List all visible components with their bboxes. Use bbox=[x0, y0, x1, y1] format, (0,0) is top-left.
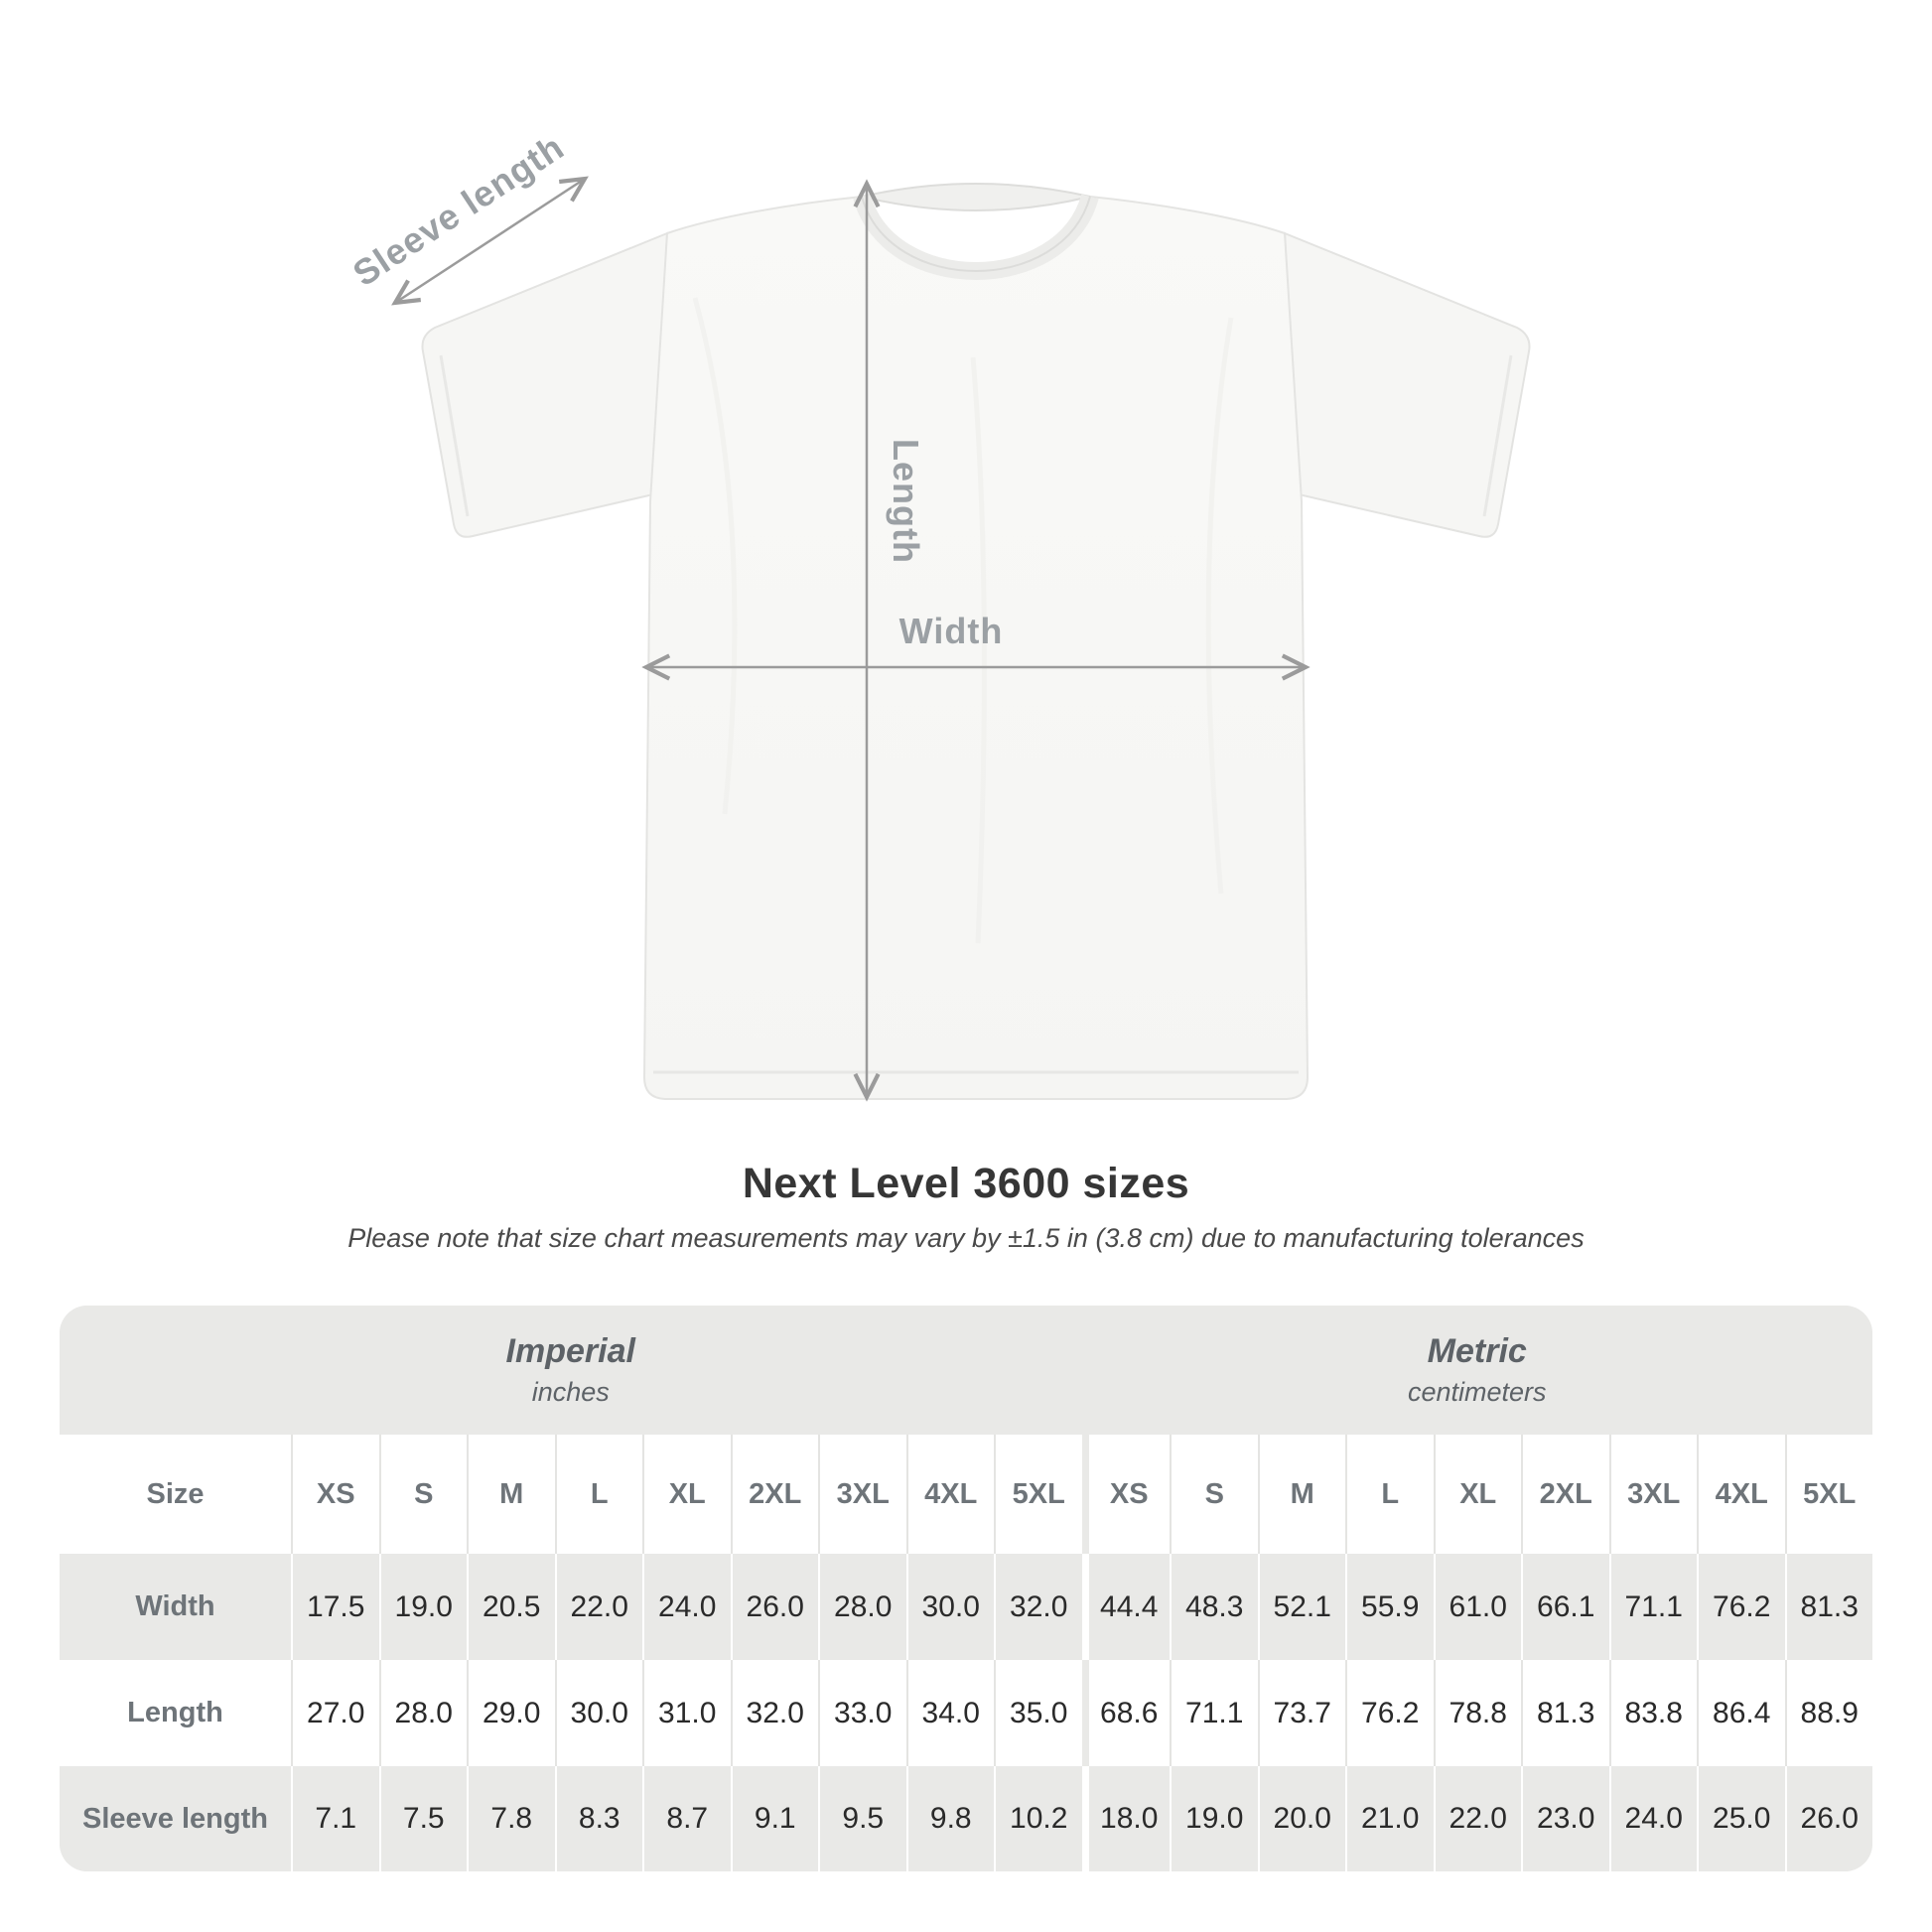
row-label: Sleeve length bbox=[82, 1802, 268, 1835]
size-header-imperial-l: L bbox=[555, 1435, 643, 1554]
size-header-imperial-xs: XS bbox=[291, 1435, 379, 1554]
value-cell: 8.3 bbox=[555, 1766, 643, 1871]
value-cell: 7.1 bbox=[291, 1766, 379, 1871]
length-label: Length bbox=[886, 439, 926, 564]
size-header-metric-m: M bbox=[1258, 1435, 1346, 1554]
value-cell: 30.0 bbox=[906, 1554, 995, 1660]
unit-group-header-row bbox=[60, 1306, 1872, 1435]
value-cell: 19.0 bbox=[379, 1554, 468, 1660]
size-header-metric-l: L bbox=[1345, 1435, 1434, 1554]
tolerance-note: Please note that size chart measurements may vary by ±1.5 in (3.8 cm) due to manufacturing tolerances bbox=[347, 1223, 1585, 1253]
imperial-group-header bbox=[60, 1306, 1082, 1435]
value-cell: 44.4 bbox=[1082, 1554, 1171, 1660]
size-header-imperial-s: S bbox=[379, 1435, 468, 1554]
size-column-header: Size bbox=[146, 1477, 205, 1510]
value-cell: 19.0 bbox=[1170, 1766, 1258, 1871]
size-header-metric-4xl: 4XL bbox=[1697, 1435, 1785, 1554]
value-cell: 22.0 bbox=[555, 1554, 643, 1660]
page-title: Next Level 3600 sizes bbox=[742, 1160, 1190, 1207]
value-cell: 48.3 bbox=[1170, 1554, 1258, 1660]
size-header-imperial-xl: XL bbox=[642, 1435, 731, 1554]
value-cell: 55.9 bbox=[1345, 1554, 1434, 1660]
value-cell: 81.3 bbox=[1785, 1554, 1873, 1660]
size-header-metric-2xl: 2XL bbox=[1521, 1435, 1609, 1554]
width-label: Width bbox=[898, 611, 1004, 651]
size-header-imperial-2xl: 2XL bbox=[731, 1435, 819, 1554]
size-header-imperial-4xl: 4XL bbox=[906, 1435, 995, 1554]
metric-group-header bbox=[1082, 1306, 1873, 1435]
value-cell: 30.0 bbox=[555, 1660, 643, 1766]
value-cell: 68.6 bbox=[1082, 1660, 1171, 1766]
value-cell: 52.1 bbox=[1258, 1554, 1346, 1660]
value-cell: 32.0 bbox=[731, 1660, 819, 1766]
value-cell: 61.0 bbox=[1434, 1554, 1522, 1660]
value-cell: 20.5 bbox=[467, 1554, 555, 1660]
value-cell: 26.0 bbox=[1785, 1766, 1873, 1871]
value-cell: 78.8 bbox=[1434, 1660, 1522, 1766]
length-row bbox=[60, 1660, 1872, 1766]
value-cell: 71.1 bbox=[1609, 1554, 1698, 1660]
size-header-row bbox=[60, 1435, 1872, 1554]
size-table bbox=[60, 1306, 1872, 1871]
left-sleeve bbox=[423, 233, 668, 537]
value-cell: 7.8 bbox=[467, 1766, 555, 1871]
value-cell: 35.0 bbox=[994, 1660, 1082, 1766]
sleeve-length-row bbox=[60, 1766, 1872, 1871]
size-header-metric-3xl: 3XL bbox=[1609, 1435, 1698, 1554]
value-cell: 9.1 bbox=[731, 1766, 819, 1871]
value-cell: 9.8 bbox=[906, 1766, 995, 1871]
width-row bbox=[60, 1554, 1872, 1660]
value-cell: 76.2 bbox=[1697, 1554, 1785, 1660]
value-cell: 20.0 bbox=[1258, 1766, 1346, 1871]
metric-unit: centimeters bbox=[1407, 1377, 1547, 1407]
value-cell: 28.0 bbox=[818, 1554, 906, 1660]
value-cell: 7.5 bbox=[379, 1766, 468, 1871]
value-cell: 34.0 bbox=[906, 1660, 995, 1766]
value-cell: 32.0 bbox=[994, 1554, 1082, 1660]
value-cell: 27.0 bbox=[291, 1660, 379, 1766]
size-header-metric-5xl: 5XL bbox=[1785, 1435, 1873, 1554]
value-cell: 17.5 bbox=[291, 1554, 379, 1660]
value-cell: 22.0 bbox=[1434, 1766, 1522, 1871]
value-cell: 18.0 bbox=[1082, 1766, 1171, 1871]
value-cell: 81.3 bbox=[1521, 1660, 1609, 1766]
value-cell: 10.2 bbox=[994, 1766, 1082, 1871]
value-cell: 24.0 bbox=[642, 1554, 731, 1660]
size-header-metric-xl: XL bbox=[1434, 1435, 1522, 1554]
value-cell: 26.0 bbox=[731, 1554, 819, 1660]
size-header-imperial-m: M bbox=[467, 1435, 555, 1554]
value-cell: 9.5 bbox=[818, 1766, 906, 1871]
value-cell: 31.0 bbox=[642, 1660, 731, 1766]
row-label: Width bbox=[135, 1590, 215, 1622]
size-header-metric-xs: XS bbox=[1082, 1435, 1171, 1554]
value-cell: 33.0 bbox=[818, 1660, 906, 1766]
value-cell: 8.7 bbox=[642, 1766, 731, 1871]
value-cell: 83.8 bbox=[1609, 1660, 1698, 1766]
imperial-label: Imperial bbox=[505, 1332, 635, 1370]
imperial-unit: inches bbox=[531, 1377, 610, 1407]
value-cell: 73.7 bbox=[1258, 1660, 1346, 1766]
value-cell: 86.4 bbox=[1697, 1660, 1785, 1766]
size-header-imperial-5xl: 5XL bbox=[994, 1435, 1082, 1554]
sleeve-length-label: Sleeve length bbox=[345, 126, 572, 295]
value-cell: 88.9 bbox=[1785, 1660, 1873, 1766]
value-cell: 76.2 bbox=[1345, 1660, 1434, 1766]
value-cell: 29.0 bbox=[467, 1660, 555, 1766]
value-cell: 71.1 bbox=[1170, 1660, 1258, 1766]
size-header-imperial-3xl: 3XL bbox=[818, 1435, 906, 1554]
right-sleeve bbox=[1285, 233, 1530, 537]
value-cell: 23.0 bbox=[1521, 1766, 1609, 1871]
value-cell: 25.0 bbox=[1697, 1766, 1785, 1871]
value-cell: 21.0 bbox=[1345, 1766, 1434, 1871]
value-cell: 24.0 bbox=[1609, 1766, 1698, 1871]
value-cell: 66.1 bbox=[1521, 1554, 1609, 1660]
value-cell: 28.0 bbox=[379, 1660, 468, 1766]
row-label: Length bbox=[127, 1697, 223, 1728]
metric-label: Metric bbox=[1427, 1332, 1527, 1370]
size-header-metric-s: S bbox=[1170, 1435, 1258, 1554]
